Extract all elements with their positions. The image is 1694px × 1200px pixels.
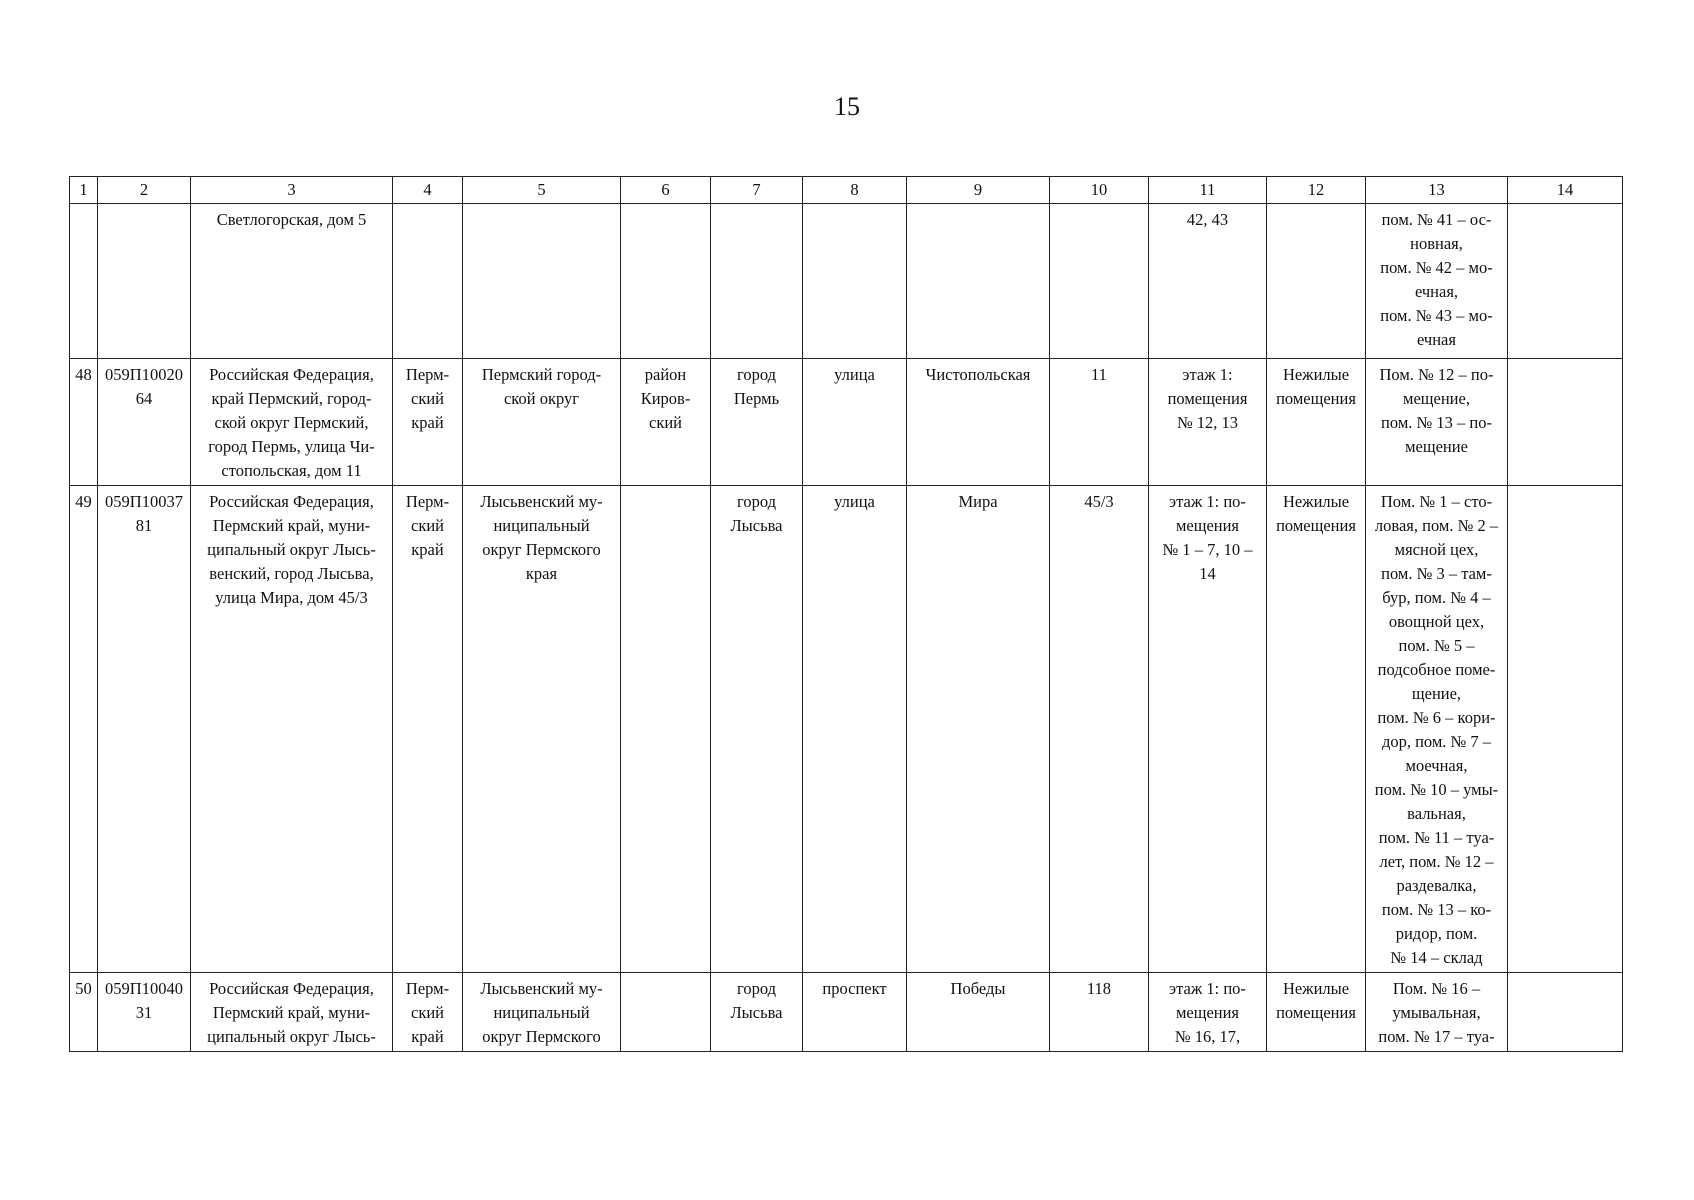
municipality: Пермский город- ской округ [463,359,621,486]
street-type: проспект [803,973,907,1052]
row-number: 48 [70,359,98,486]
premises-description: Пом. № 1 – сто- ловая, пом. № 2 – мясной цех, пом. № 3 – там- бур, пом. № 4 – овощной цех, пом. № 5 – подсобное поме- щение, пом. № 6 – кори- дор, пом. № 7 – моечная, пом. № 10 – умы- вальная, пом. № 11 – туа- лет, пом. № 12 – раздевалка, пом. № 13 – ко- ридор, пом. № 14 – склад [1366,486,1508,973]
region [393,204,463,359]
premises-location: этаж 1: по- мещения № 16, 17, [1149,973,1267,1052]
object-type [1267,204,1366,359]
settlement: город Пермь [711,359,803,486]
row-number [70,204,98,359]
object-type: Нежилые помещения [1267,486,1366,973]
column-header: 9 [907,177,1050,204]
column-header: 5 [463,177,621,204]
column-header: 14 [1508,177,1623,204]
column-header: 4 [393,177,463,204]
table-row [70,973,1623,1052]
municipality [463,204,621,359]
cadastral-number: 059П10020 64 [98,359,191,486]
street-type [803,204,907,359]
notes [1508,486,1623,973]
table-row [70,204,1623,359]
row-number: 50 [70,973,98,1052]
region: Перм- ский край [393,359,463,486]
street-name: Чистопольская [907,359,1050,486]
premises-location: этаж 1: по- мещения № 1 – 7, 10 – 14 [1149,486,1267,973]
municipality: Лысьвенский му- ниципальный округ Пермского [463,973,621,1052]
column-header: 11 [1149,177,1267,204]
column-header: 8 [803,177,907,204]
column-header: 2 [98,177,191,204]
full-address: Российская Федерация, Пермский край, муни- ципальный округ Лысь- венский, город Лысьва, улица Мира, дом 45/3 [191,486,393,973]
page-number: 15 [834,92,860,121]
region: Перм- ский край [393,973,463,1052]
district: район Киров- ский [621,359,711,486]
district [621,204,711,359]
house-number [1050,204,1149,359]
premises-description: Пом. № 16 – умывальная, пом. № 17 – туа- [1366,973,1508,1052]
settlement [711,204,803,359]
municipality: Лысьвенский му- ниципальный округ Пермского края [463,486,621,973]
notes [1508,359,1623,486]
full-address: Светлогорская, дом 5 [191,204,393,359]
column-header: 1 [70,177,98,204]
full-address: Российская Федерация, край Пермский, город- ской округ Пермский, город Пермь, улица Чи- стопольская, дом 11 [191,359,393,486]
table-row [70,486,1623,973]
notes [1508,204,1623,359]
premises-description: Пом. № 12 – по- мещение, пом. № 13 – по- мещение [1366,359,1508,486]
district [621,486,711,973]
settlement: город Лысьва [711,486,803,973]
column-number-row [70,177,1623,204]
street-name: Мира [907,486,1050,973]
premises-description: пом. № 41 – ос- новная, пом. № 42 – мо- ечная, пом. № 43 – мо- ечная [1366,204,1508,359]
column-header: 7 [711,177,803,204]
object-type: Нежилые помещения [1267,359,1366,486]
cadastral-number [98,204,191,359]
settlement: город Лысьва [711,973,803,1052]
column-header: 10 [1050,177,1149,204]
cadastral-number: 059П10040 31 [98,973,191,1052]
street-type: улица [803,486,907,973]
column-header: 13 [1366,177,1508,204]
district [621,973,711,1052]
column-header: 3 [191,177,393,204]
house-number: 118 [1050,973,1149,1052]
column-header: 6 [621,177,711,204]
object-type: Нежилые помещения [1267,973,1366,1052]
column-header: 12 [1267,177,1366,204]
registry-table [69,176,1623,1052]
notes [1508,973,1623,1052]
street-name: Победы [907,973,1050,1052]
street-type: улица [803,359,907,486]
premises-location: этаж 1: помещения № 12, 13 [1149,359,1267,486]
house-number: 45/3 [1050,486,1149,973]
house-number: 11 [1050,359,1149,486]
full-address: Российская Федерация, Пермский край, муни- ципальный округ Лысь- [191,973,393,1052]
region: Перм- ский край [393,486,463,973]
row-number: 49 [70,486,98,973]
table-row [70,359,1623,486]
street-name [907,204,1050,359]
premises-location: 42, 43 [1149,204,1267,359]
cadastral-number: 059П10037 81 [98,486,191,973]
